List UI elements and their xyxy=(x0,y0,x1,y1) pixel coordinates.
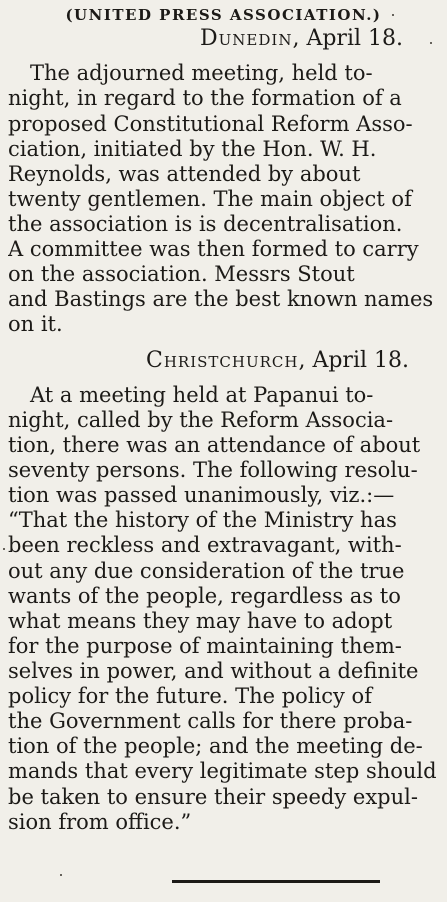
dateline-place: Christchurch xyxy=(146,347,299,373)
report-line: twenty gentlemen. The main object of xyxy=(8,186,412,211)
dunedin-report xyxy=(8,61,439,337)
report-line: for the purpose of maintaining them- xyxy=(8,633,402,658)
report-line: selves in power, and without a definite xyxy=(8,659,419,683)
report-line: what means they may have to adopt xyxy=(8,608,393,633)
report-line: Reynolds, was attended by about xyxy=(8,161,361,186)
report-line: ciation, initiated by the Hon. W. H. xyxy=(8,136,377,161)
report-line: be taken to ensure their speedy expul- xyxy=(8,784,418,809)
report-line: seventy persons. The following resolu- xyxy=(8,458,418,483)
report-line: wants of the people, regardless as to xyxy=(8,583,401,608)
report-line: The adjourned meeting, held to- xyxy=(30,61,373,86)
report-line: the Government calls for there proba- xyxy=(8,709,413,734)
report-line: “That the history of the Ministry has xyxy=(8,508,397,533)
dateline-date: , April 18. xyxy=(298,347,409,373)
report-line: proposed Constitutional Reform Asso- xyxy=(8,111,413,136)
report-line: tion was passed unanimously, viz.:— xyxy=(8,483,395,508)
christchurch-report xyxy=(8,383,439,835)
report-line: on the association. Messrs Stout xyxy=(8,262,355,287)
report-line: tion, there was an attendance of about xyxy=(8,433,421,458)
report-line: and Bastings are the best known names xyxy=(8,287,434,312)
report-line: At a meeting held at Papanui to- xyxy=(30,382,374,407)
report-line: A committee was then formed to carry xyxy=(8,237,419,262)
print-speck xyxy=(60,874,62,876)
report-line: policy for the future. The policy of xyxy=(8,684,372,709)
print-speck xyxy=(430,42,432,44)
dateline-dunedin xyxy=(8,26,439,51)
report-line: sion from office.” xyxy=(8,809,192,834)
print-speck xyxy=(392,14,394,16)
report-line: the association is is decentralisation. xyxy=(8,211,403,236)
report-line: tion of the people; and the meeting de- xyxy=(8,734,423,759)
print-speck xyxy=(3,548,5,550)
report-line: night, called by the Reform Associa- xyxy=(8,407,394,432)
dateline-place: Dunedin xyxy=(200,26,293,51)
dateline-date: , April 18. xyxy=(292,26,403,51)
end-rule xyxy=(172,880,380,883)
report-line: been reckless and extravagant, with- xyxy=(8,533,402,558)
report-line: night, in regard to the formation of a xyxy=(8,86,402,111)
report-line: on it. xyxy=(8,312,63,337)
agency-header: (UNITED PRESS ASSOCIATION.) xyxy=(65,6,382,24)
dateline-christchurch xyxy=(8,348,439,373)
report-line: out any due consideration of the true xyxy=(8,558,405,583)
report-line: mands that every legitimate step should xyxy=(8,759,437,784)
